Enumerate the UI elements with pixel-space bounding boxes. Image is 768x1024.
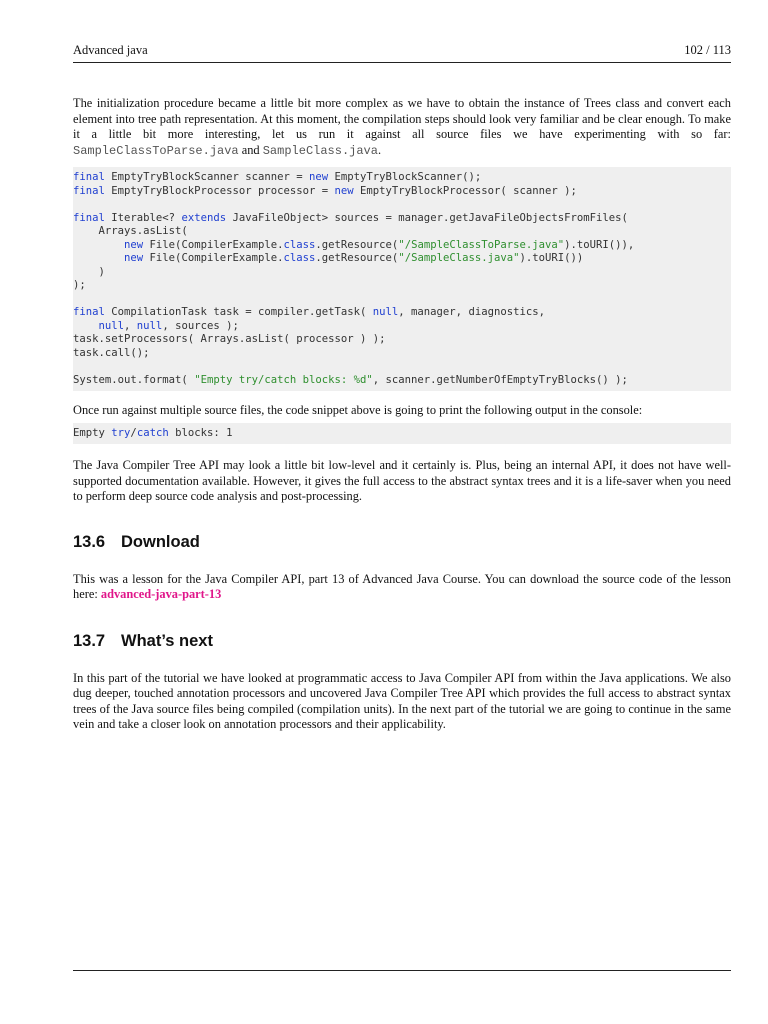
intro-paragraph: The initialization procedure became a little bit more complex as we have to obtain the instance of Trees class and convert each element into tree path representation. At this moment, the compilation steps should look very familiar and be clear enough. To make it a little bit more interesting, let us run it against all source files we have experimenting with so far: SampleClassToParse.java and SampleClass.java. xyxy=(73,96,731,158)
document-title: Advanced java xyxy=(73,43,148,57)
section-heading-download: 13.6 Download xyxy=(73,532,200,551)
console-output-intro: Once run against multiple source files, the code snippet above is going to print the following output in the console: xyxy=(73,403,643,417)
download-link[interactable]: advanced-java-part-13 xyxy=(100,587,222,601)
whats-next-paragraph: In this part of the tutorial we have looked at programmatic access to Java Compiler API from within the Java applications. We also dug deeper, touched annotation processors and uncovered Java Compiler Tree API which provides the full access to abstract syntax trees of the Java source files being compiled (compilation units). In the next part of the tutorial we are going to continue in the same vein and take a closer look on annotation processors and their applicability. xyxy=(73,670,731,731)
tree-api-paragraph: The Java Compiler Tree API may look a little bit low-level and it certainly is. Plus, being an internal API, it does not have well-supported documentation available. However, it gives the full access to the abstract syntax trees and it is a life-saver when you need to perform deep source code analysis and post-processing. xyxy=(73,458,731,503)
page-number: 102 / 113 xyxy=(684,43,731,57)
section-heading-whats-next: 13.7 What’s next xyxy=(73,631,213,650)
download-paragraph: This was a lesson for the Java Compiler API, part 13 of Advanced Java Course. You can download the source code of the lesson here: advanced-java-part-13 xyxy=(73,571,731,601)
file-name-sampleclasstoparse: SampleClassToParse.java xyxy=(73,143,239,158)
page-header xyxy=(73,40,731,63)
footer-rule xyxy=(73,970,731,971)
code-block-processor-setup: final EmptyTryBlockScanner scanner = new EmptyTryBlockScanner(); final EmptyTryBlockProcessor processor = new EmptyTryBlockProcessor( scanner ); final Iterable<? extends JavaFileObject> sources = manager.getJavaFileObjectsFromFiles( Arrays.asList( new File(CompilerExample.class.getResource("/SampleClassToParse.java").toURI()), new File(CompilerExample.class.getResource("/SampleClass.java").toURI()) ) ); final CompilationTask task = compiler.getTask( null, manager, diagnostics, null, null, sources ); task.setProcessors( Arrays.asList( processor ) ); task.call(); System.out.format( "Empty try/catch blocks: %d", scanner.getNumberOfEmptyTryBlocks() ); xyxy=(73,167,731,391)
file-name-sampleclass: SampleClass.java xyxy=(262,143,378,158)
page-content xyxy=(73,96,731,733)
code-block-console-output: Empty try/catch blocks: 1 xyxy=(73,423,731,445)
